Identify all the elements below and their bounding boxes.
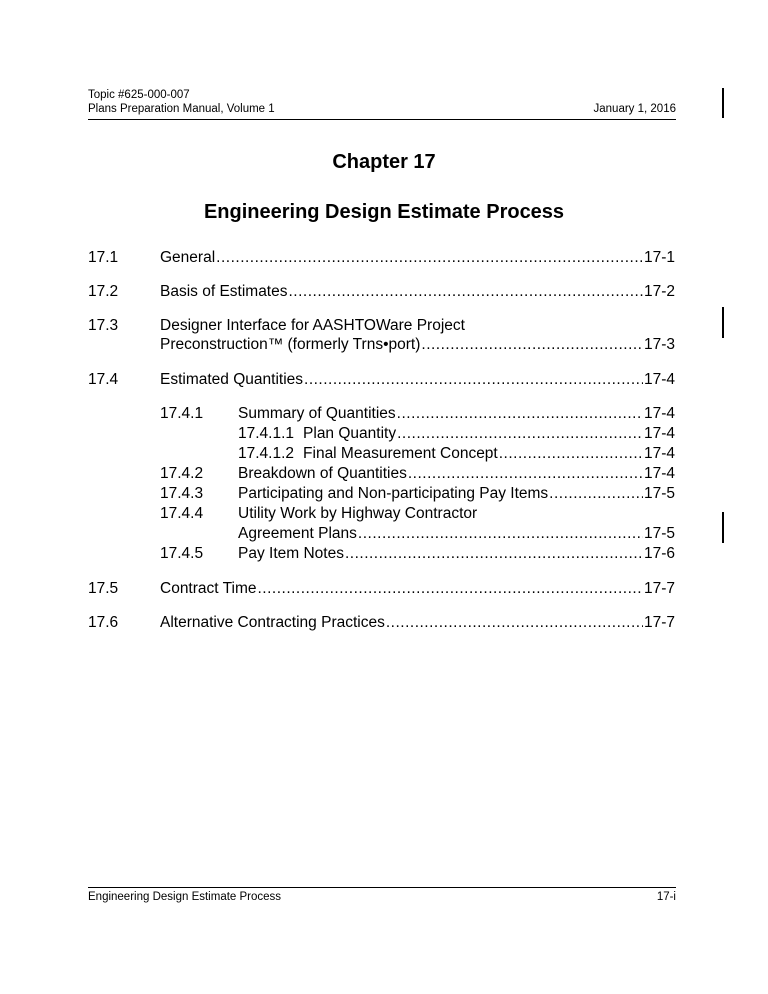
- leader-dots: [408, 465, 643, 483]
- toc-entry-17-4-5[interactable]: [238, 545, 675, 563]
- toc-title: Contract Time: [160, 580, 257, 597]
- toc-page: 17-4: [643, 405, 675, 422]
- toc-title-line1: Utility Work by Highway Contractor: [238, 505, 478, 522]
- toc-page: 17-2: [643, 283, 675, 300]
- header-date: January 1, 2016: [593, 103, 676, 115]
- toc-entry-17-4-1[interactable]: [238, 405, 675, 423]
- header-topic: Topic #625-000-007: [88, 89, 190, 101]
- toc-title: Estimated Quantities: [160, 371, 304, 388]
- toc-number: 17.6: [88, 614, 119, 631]
- toc-number: 17.4.5: [160, 545, 204, 562]
- toc-page: 17-4: [643, 425, 675, 442]
- toc-entry-17-4-1-1[interactable]: [238, 425, 675, 443]
- header-rule: [88, 119, 676, 120]
- toc-entry-17-5[interactable]: [160, 580, 675, 598]
- toc-title-line2: Agreement Plans: [238, 525, 357, 542]
- toc-number: 17.4.1.2: [238, 445, 295, 462]
- toc-entry-17-1[interactable]: [160, 249, 675, 267]
- leader-dots: [397, 425, 643, 443]
- toc-number: 17.4.2: [160, 465, 204, 482]
- toc-page: 17-3: [643, 336, 675, 353]
- toc-entry-17-4-4[interactable]: [238, 525, 675, 543]
- leader-dots: [397, 405, 643, 423]
- footer-page-number: 17-i: [656, 891, 676, 903]
- toc-page: 17-4: [643, 371, 675, 388]
- toc-page: 17-4: [643, 445, 675, 462]
- toc-number: 17.5: [88, 580, 119, 597]
- revision-bar: [722, 512, 724, 543]
- toc-number: 17.2: [88, 283, 119, 300]
- footer-title: Engineering Design Estimate Process: [88, 891, 282, 903]
- leader-dots: [216, 249, 643, 267]
- toc-number: 17.4.3: [160, 485, 204, 502]
- toc-title: Breakdown of Quantities: [238, 465, 407, 482]
- leader-dots: [289, 283, 643, 301]
- toc-entry-17-4-2[interactable]: [238, 465, 675, 483]
- toc-page: 17-5: [643, 485, 675, 502]
- toc-page: 17-7: [643, 580, 675, 597]
- leader-dots: [304, 371, 643, 389]
- toc-number: 17.3: [88, 317, 119, 334]
- toc-page: 17-5: [643, 525, 675, 542]
- toc-page: 17-7: [643, 614, 675, 631]
- leader-dots: [421, 336, 643, 354]
- header-manual: Plans Preparation Manual, Volume 1: [88, 103, 275, 115]
- chapter-title: Engineering Design Estimate Process: [203, 201, 565, 223]
- revision-bar: [722, 88, 724, 118]
- footer-rule: [88, 887, 676, 888]
- toc-entry-17-4[interactable]: [160, 371, 675, 389]
- toc-page: 17-1: [643, 249, 675, 266]
- toc-entry-17-3[interactable]: [160, 336, 675, 354]
- toc-title-line1: Designer Interface for AASHTOWare Project: [160, 317, 465, 334]
- toc-number: 17.4.4: [160, 505, 204, 522]
- chapter-number: Chapter 17: [332, 151, 436, 173]
- toc-entry-17-6[interactable]: [160, 614, 675, 632]
- toc-title: General: [160, 249, 216, 266]
- toc-title-line2: Preconstruction™ (formerly Trns•port): [160, 336, 421, 353]
- toc-title: Summary of Quantities: [238, 405, 396, 422]
- leader-dots: [358, 525, 643, 543]
- toc-title: Alternative Contracting Practices: [160, 614, 385, 631]
- toc-title: Pay Item Notes: [238, 545, 344, 562]
- toc-page: 17-6: [643, 545, 675, 562]
- revision-bar: [722, 307, 724, 338]
- toc-entry-17-2[interactable]: [160, 283, 675, 301]
- leader-dots: [549, 485, 643, 503]
- toc-page: 17-4: [643, 465, 675, 482]
- leader-dots: [345, 545, 643, 563]
- toc-entry-17-4-1-2[interactable]: [238, 445, 675, 463]
- toc-title: Participating and Non-participating Pay Items: [238, 485, 549, 502]
- leader-dots: [499, 445, 643, 463]
- toc-title: Plan Quantity: [303, 425, 397, 442]
- leader-dots: [386, 614, 643, 632]
- toc-number: 17.4: [88, 371, 119, 388]
- leader-dots: [257, 580, 642, 598]
- toc-entry-17-4-3[interactable]: [238, 485, 675, 503]
- toc-title: Final Measurement Concept: [303, 445, 498, 462]
- toc-number: 17.4.1: [160, 405, 204, 422]
- toc-number: 17.4.1.1: [238, 425, 295, 442]
- toc-title: Basis of Estimates: [160, 283, 288, 300]
- toc-number: 17.1: [88, 249, 119, 266]
